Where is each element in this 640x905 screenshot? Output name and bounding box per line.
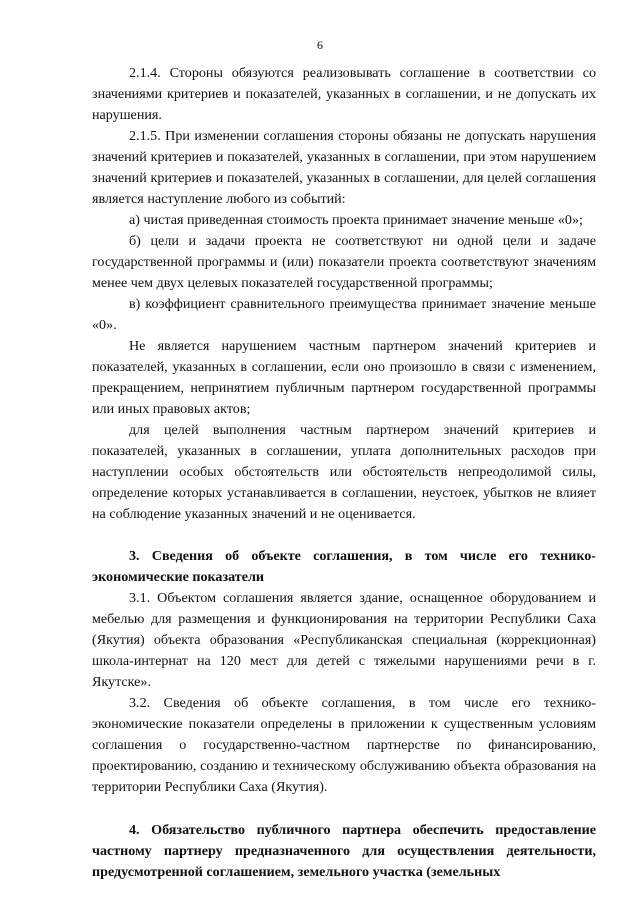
document-body [92, 63, 596, 883]
paragraph-2-1-4: 2.1.4. Стороны обязуются реализовывать соглашение в соответствии со значениями критериев и показателей, указанных в соглашении, и не допускать их нарушения. [92, 65, 596, 123]
paragraph-3-2: 3.2. Сведения об объекте соглашения, в том числе его технико-экономические показатели определены в приложении к существенным условиям соглашения о государственно-частном партнерстве по финансированию, проектированию, созданию и техническому обслуживанию объекта образования на территории Республики Саха (Якутия). [92, 695, 596, 795]
section-4-heading: 4. Обязательство публичного партнера обеспечить предоставление частному партнеру предназначенного для осуществления деятельности, предусмотренной соглашением, земельного участка (земельных [92, 822, 596, 880]
section-spacer [92, 525, 596, 546]
section-spacer [92, 798, 596, 820]
paragraph-3-1: 3.1. Объектом соглашения является здание, оснащенное оборудованием и мебелью для размещения и функционирования на территории Республики Саха (Якутия) объекта образования «Республиканская специальная (коррекционная) школа-интернат на 120 мест для детей с тяжелыми нарушениями речи в г. Якутске». [92, 590, 596, 690]
page-number: 6 [317, 38, 323, 52]
list-item-a: а) чистая приведенная стоимость проекта принимает значение меньше «0»; [129, 212, 583, 228]
list-item-v: в) коэффициент сравнительного преимущества принимает значение меньше «0». [92, 296, 596, 333]
paragraph-for-purposes: для целей выполнения частным партнером значений критериев и показателей, указанных в соглашении, уплата дополнительных расходов при наступлении особых обстоятельств или обстоятельств непреодолимой силы, определение которых устанавливается в соглашении, неустоек, убытков не влияет на соблюдение указанных значений и не оценивается. [92, 422, 596, 522]
paragraph-not-violation: Не является нарушением частным партнером значений критериев и показателей, указанных в соглашении, если оно произошло в связи с изменением, прекращением, непринятием публичным партнером государственной программы или иных правовых актов; [92, 338, 596, 417]
list-item-b: б) цели и задачи проекта не соответствуют ни одной цели и задаче государственной программы и (или) показатели проекта соответствуют значениям менее чем двух целевых показателей государственной программы; [92, 233, 596, 291]
section-3-heading: 3. Сведения об объекте соглашения, в том числе его технико-экономические показатели [92, 548, 596, 585]
paragraph-2-1-5: 2.1.5. При изменении соглашения стороны обязаны не допускать нарушения значений критериев и показателей, указанных в соглашении, при этом нарушением значений критериев и показателей, указанных в соглашении, для целей соглашения является наступление любого из событий: [92, 128, 596, 207]
